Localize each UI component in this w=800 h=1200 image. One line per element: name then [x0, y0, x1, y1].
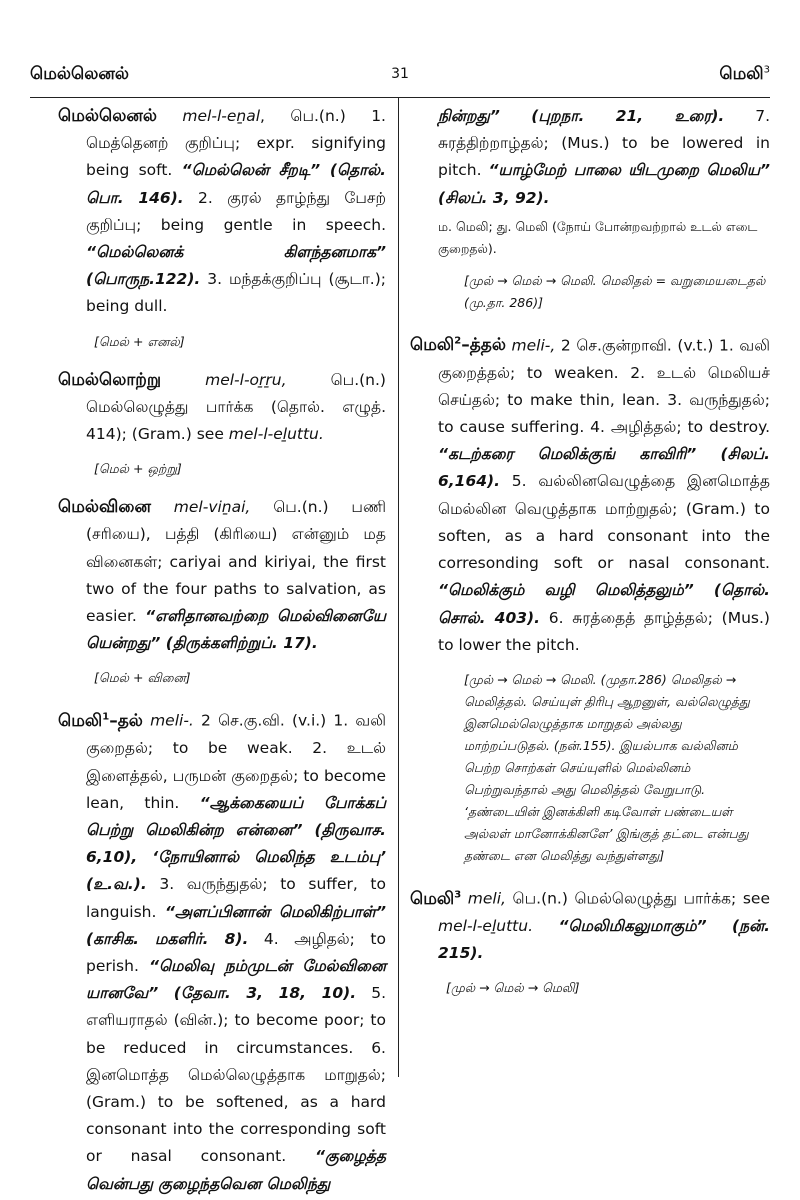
- definition-text: பெ.(n.) மெல்லெழுத்து பார்க்க (தொல். எழுத். 414); (Gram.) see: [86, 370, 386, 444]
- definition-text: 3. வருந்துதல்; to suffer, to languish.: [86, 875, 386, 921]
- entry-mellorru: [58, 367, 386, 449]
- transliteration: meli-,: [511, 336, 556, 355]
- definition-text: 2 செ.குன்றாவி. (v.t.) 1. வலி குறைத்தல்; to weaken. 2. உடல் மெலியச் செய்தல்; to make thin, lean. 3. வருந்துதல்; to cause suffering. 4. அழித்தல்; to destroy.: [438, 336, 770, 437]
- definition-text: 2 செ.கு.வி. (v.i.) 1. வலி குறைதல்; to be weak. 2. உடல் இளைத்தல், பருமன் குறைதல்; to become lean, thin.: [86, 712, 386, 812]
- cognates: ம. மெலி; து. மெலி (நோய் போன்றவற்றால் உடல் எடை குறைதல்).: [438, 218, 758, 256]
- citation: “மெலிமிகலுமாகும்” (நன். 215).: [438, 916, 770, 962]
- citation: “மெல்லெனக் கிளந்தனமாக” (பொருந.122).: [86, 243, 386, 289]
- entry-melvinai: [58, 494, 386, 657]
- citation: “அளப்பினான் மெலிகிற்பாள்” (காசிக. மகளிர். 8).: [86, 902, 386, 948]
- definition-text: பெ.(n.) பணி (சரியை), பத்தி (கிரியை) என்னும் மத வினைகள்; cariyai and kiriyai, the first two of the four paths to salvation, as easier.: [86, 498, 386, 626]
- definition-text: 6. சுரத்தைத் தாழ்த்தல்; (Mus.) to lower the pitch.: [438, 608, 770, 654]
- citation: “யாழ்மேற் பாலை யிடமுறை மெலிய” (சிலப். 3, 92).: [438, 161, 770, 207]
- page-header: [30, 64, 770, 94]
- citation: நின்றது” (புறநா. 21, உரை).: [438, 107, 725, 125]
- transliteration: mel-viṉai,: [173, 498, 251, 517]
- transliteration: meli,: [467, 889, 506, 908]
- etymology: [முல் → மெல் → மெலி. மெலிதல் = வறுமையடைதல் (மு.தா. 286)]: [464, 272, 766, 310]
- definition-text: பெ.(n.) மெல்லெழுத்து பார்க்க; see: [505, 889, 770, 908]
- definition-text: , பெ.(n.) 1. மெத்தெனற் குறிப்பு; expr. signifying being soft.: [86, 107, 386, 180]
- cross-reference: mel-l-eḻuttu.: [228, 425, 324, 444]
- headword: மெலி$^1$–தல்: [58, 711, 143, 732]
- citation: “குழைத்த வென்பது குழைந்தவென மெலிந்து: [86, 1147, 386, 1193]
- etymology: [மெல் + வினை]: [94, 670, 191, 686]
- definition-text: 2. குரல் தாழ்ந்து பேசற் குறிப்பு; being gentle in speech.: [86, 188, 387, 234]
- etymology: [மெல் + ஒற்று]: [94, 461, 182, 477]
- headword: மெலி$^3$: [410, 888, 462, 909]
- headword: மெல்வினை: [58, 497, 151, 518]
- transliteration: meli-.: [150, 712, 194, 731]
- citation: “மெலிவு நம்முடன் மேல்வினை யானவே” (தேவா. 3, 18, 10).: [86, 956, 386, 1003]
- page-number: 31: [391, 66, 409, 82]
- etymology: [முல் → மெல் → மெலி. (முதா.286) மெலிதல் → மெலித்தல். செய்யுள் திரிபு ஆறனுள், வல்லெழுத்து இனமெல்லெழுத்தாக மாறுதல் அல்லது மாற்றப்படுதல். (நன்.155). இயல்பாக வல்லினம் பெற்ற சொற்கள் செய்யுளில் மெல்லினம் பெற்றுவந்தால் அது மெலித்தல் வேறுபாடு. ‘தண்டையின் இனக்கிளி கடிவோள் பண்டையள் அல்லள் மானோக்கினளே’ இங்குத் தட்டை என்பது தண்டை என மெலித்து வந்துள்ளது]: [464, 671, 750, 863]
- right-running-headword: மெலி$^3$: [719, 64, 770, 84]
- definition-text: 3. மந்தக்குறிப்பு (சூடா.); being dull.: [86, 270, 386, 316]
- entry-meli-1: [58, 703, 386, 1197]
- citation: “ஆக்கையைப் போக்கப் பெற்று மெலிகின்ற என்னை” (திருவாச. 6,10), ‘நோயினால் மெலிந்த உடம்பு’ (உ.வ.).: [86, 793, 386, 894]
- entry-meli-2: [410, 328, 770, 659]
- entry-meli-1-continued: [438, 103, 770, 212]
- citation: “கடற்கரை மெலிக்குங் காவிரி” (சிலப். 6,164).: [438, 445, 770, 491]
- definition-text: 5. வல்லினவெழுத்தை இனமொத்த மெல்லின வெழுத்தாக மாற்றுதல்; (Gram.) to soften, as a hard consonant into the corresonding soft or nasal consonant.: [438, 472, 770, 573]
- citation: “எளிதானவற்றை மெல்வினையே யென்றது” (திருக்களிற்றுப். 17).: [86, 607, 386, 653]
- headword: மெலி$^2$–த்தல்: [410, 335, 506, 356]
- definition-text: 7. சுரத்திற்றாழ்தல்; (Mus.) to be lowered in pitch.: [438, 107, 771, 180]
- entry-mellenal: [58, 103, 387, 321]
- definition-text: 5. எளியராதல் (வின்.); to become poor; to be reduced in circumstances. 6. இனமொத்த மெல்லெழுத்தாக மாறுதல்; (Gram.) to be softened, as a hard consonant into the corresponding soft or nasal consonant.: [86, 984, 386, 1166]
- headword: மெல்லெனல்: [58, 106, 157, 126]
- etymology: [முல் → மெல் → மெலி]: [446, 980, 580, 996]
- etymology: [மெல் + எனல்]: [94, 333, 185, 349]
- left-running-headword: மெல்லெனல்: [30, 64, 129, 84]
- header-rule: [30, 97, 770, 98]
- left-column: [58, 103, 386, 1200]
- cross-reference: mel-l-eḻuttu.: [438, 916, 534, 935]
- column-divider: [398, 97, 399, 1077]
- citation: “மெல்லென் சீறடி” (தொல். பொ. 146).: [86, 161, 386, 207]
- right-column: [410, 103, 770, 1013]
- transliteration: mel-l-oṟṟu,: [205, 370, 287, 389]
- entry-meli-3: [410, 881, 770, 967]
- citation: “மெலிக்கும் வழி மெலித்தலும்” (தொல். சொல். 403).: [438, 581, 770, 627]
- transliteration: mel-l-eṉal: [182, 107, 261, 125]
- definition-text: 4. அழிதல்; to perish.: [86, 929, 386, 975]
- headword: மெல்லொற்று: [58, 369, 162, 390]
